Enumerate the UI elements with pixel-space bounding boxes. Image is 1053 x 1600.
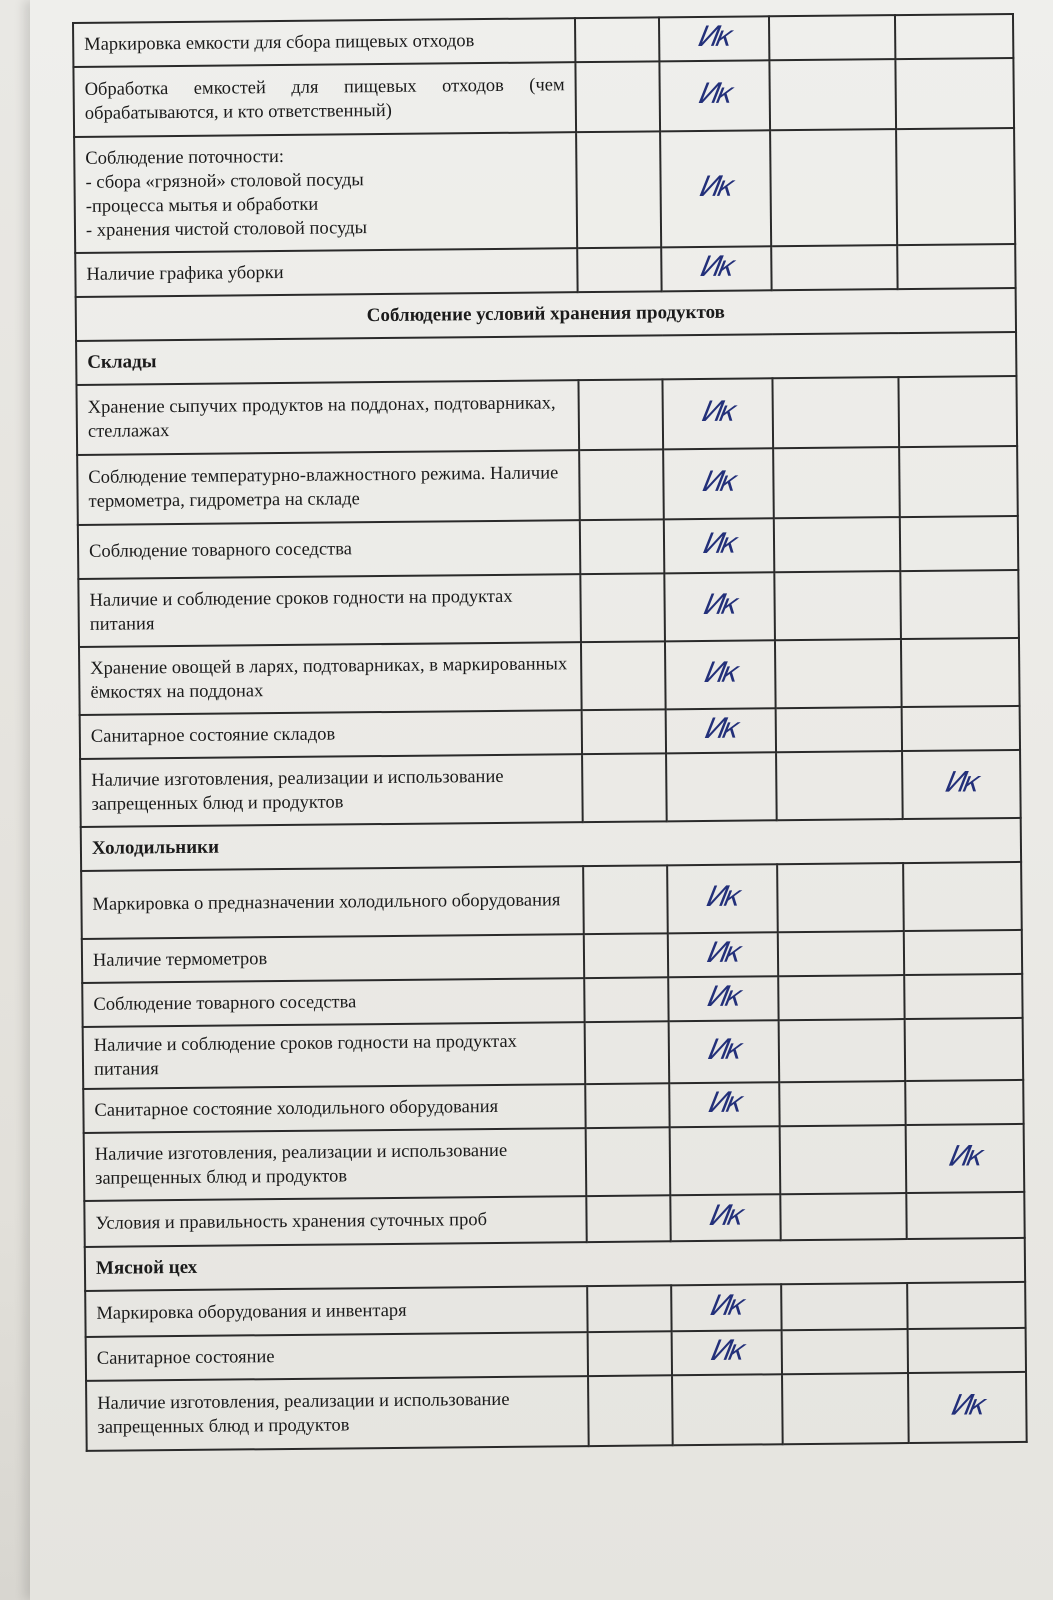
- criterion-cell: [83, 1022, 586, 1089]
- criterion-cell: [77, 450, 580, 525]
- mark-cell-col4: [901, 638, 1020, 707]
- mark-cell-col3: [776, 707, 902, 752]
- criterion-cell: [84, 1196, 586, 1247]
- criterion-text: Соблюдение товарного соседства: [88, 539, 353, 562]
- mark-cell-col3: [775, 639, 902, 708]
- criterion-text: Наличие термометров: [92, 949, 268, 971]
- mark-cell-col1: [584, 933, 668, 978]
- mark-cell-col1: [583, 865, 668, 934]
- mark-cell-col2: [659, 16, 769, 61]
- table-row: [74, 128, 1015, 253]
- criterion-cell: [80, 754, 583, 827]
- mark-cell-col2: [670, 1126, 781, 1195]
- mark-cell-col1: [588, 1331, 672, 1376]
- mark-cell-col1: [582, 753, 667, 822]
- handwritten-checkmark: Ик: [700, 526, 738, 560]
- handwritten-checkmark: Ик: [706, 1085, 743, 1119]
- mark-cell-col1: [578, 379, 663, 450]
- criterion-text: Условия и правильность хранения суточных проб: [95, 1210, 488, 1234]
- handwritten-checkmark: Ик: [702, 711, 740, 745]
- mark-cell-col1: [575, 17, 659, 62]
- mark-cell-col4: [900, 570, 1019, 639]
- criterion-text: Наличие и соблюдение сроков годности на продуктах питания: [93, 1031, 517, 1080]
- criterion-text: Санитарное состояние холодильного оборудования: [94, 1096, 499, 1121]
- mark-cell-col3: [779, 1081, 905, 1126]
- mark-cell-col1: [586, 1127, 671, 1196]
- criterion-text: Санитарное состояние складов: [90, 724, 336, 747]
- mark-cell-col2: [670, 1194, 780, 1241]
- mark-cell-col4: [908, 1328, 1026, 1373]
- mark-cell-col2: [664, 518, 775, 573]
- mark-cell-col1: [579, 449, 664, 520]
- handwritten-checkmark: Ик: [705, 979, 742, 1013]
- table-row: [77, 446, 1018, 525]
- mark-cell-col2: [660, 130, 771, 247]
- criterion-text: Наличие изготовления, реализации и использование запрещенных блюд и продуктов: [94, 1140, 508, 1189]
- criterion-cell: [76, 380, 579, 455]
- mark-cell-col3: [782, 1373, 909, 1444]
- mark-cell-col3: [773, 447, 900, 518]
- criterion-text: Наличие графика уборки: [86, 262, 284, 285]
- criterion-text: Соблюдение температурно-влажностного режима. Наличие термометра, гидрометра на складе: [88, 463, 559, 512]
- criterion-cell: [86, 1376, 589, 1451]
- mark-cell-col4: [900, 516, 1019, 571]
- mark-cell-col4: [897, 244, 1015, 289]
- mark-cell-col2: [668, 976, 778, 1021]
- mark-cell-col2: [666, 708, 776, 753]
- table-row: [78, 570, 1019, 647]
- subsection-title: Мясной цех: [85, 1238, 1025, 1291]
- criterion-text: Наличие изготовления, реализации и использование запрещенных блюд и продуктов: [97, 1389, 510, 1438]
- mark-cell-col3: [779, 1019, 906, 1082]
- criterion-cell: [73, 18, 575, 67]
- criterion-text: - сбора «грязной» столовой посуды: [85, 170, 364, 193]
- criterion-cell: [82, 934, 584, 983]
- handwritten-checkmark: Ик: [700, 464, 737, 498]
- subsection-title: Холодильники: [81, 818, 1021, 871]
- checklist-body: [73, 14, 1027, 1451]
- criterion-cell: [73, 62, 576, 137]
- mark-cell-col3: [770, 129, 897, 246]
- criterion-cell: [83, 1084, 585, 1133]
- criterion-cell: [86, 1332, 588, 1381]
- criterion-text: Наличие и соблюдение сроков годности на продуктах питания: [89, 586, 513, 635]
- mark-cell-col4: [895, 14, 1013, 59]
- mark-cell-col4: [904, 930, 1022, 975]
- criterion-text: Маркировка о предназначении холодильного оборудования: [92, 890, 561, 915]
- mark-cell-col3: [771, 245, 897, 290]
- criterion-cell: [78, 574, 581, 647]
- criterion-cell: [81, 866, 584, 939]
- criterion-cell: [75, 248, 577, 297]
- mark-cell-col3: [769, 59, 896, 130]
- mark-cell-col3: [769, 15, 895, 60]
- mark-cell-col2: [661, 246, 771, 291]
- mark-cell-col1: [582, 709, 666, 754]
- mark-cell-col2: [665, 640, 776, 709]
- criterion-cell: [78, 520, 580, 579]
- mark-cell-col1: [588, 1375, 673, 1446]
- handwritten-checkmark: Ик: [705, 1032, 743, 1066]
- criterion-text: Соблюдение товарного соседства: [93, 992, 357, 1015]
- mark-cell-col1: [585, 1083, 669, 1128]
- mark-cell-col3: [776, 751, 903, 820]
- criterion-text: Маркировка емкости для сбора пищевых отходов: [84, 31, 475, 55]
- criterion-text: Маркировка оборудования и инвентаря: [96, 1300, 407, 1324]
- mark-cell-col1: [587, 1285, 671, 1332]
- criterion-text: Обработка емкостей для пищевых отходов (чем обрабатываются, и кто ответственный): [84, 75, 565, 124]
- handwritten-checkmark: Ик: [699, 394, 737, 428]
- mark-cell-col4: [908, 1372, 1027, 1443]
- checklist-table-wrap: [72, 13, 1026, 1452]
- mark-cell-col3: [780, 1193, 906, 1240]
- mark-cell-col3: [774, 517, 901, 572]
- criterion-cell: [80, 710, 582, 759]
- handwritten-checkmark: Ик: [704, 935, 742, 969]
- mark-cell-col4: [902, 750, 1021, 819]
- criterion-text: -процесса мытья и обработки: [85, 194, 319, 217]
- mark-cell-col4: [905, 1080, 1023, 1125]
- mark-cell-col4: [895, 58, 1014, 129]
- mark-cell-col4: [899, 446, 1018, 517]
- mark-cell-col4: [906, 1192, 1024, 1239]
- handwritten-checkmark: Ик: [946, 1139, 984, 1173]
- handwritten-checkmark: Ик: [702, 655, 739, 689]
- mark-cell-col3: [777, 863, 904, 932]
- handwritten-checkmark: Ик: [695, 19, 733, 54]
- table-row: [76, 376, 1017, 455]
- mark-cell-col1: [577, 247, 661, 292]
- checklist-table: [72, 13, 1028, 1452]
- criterion-cell: [82, 978, 584, 1027]
- mark-cell-col3: [782, 1329, 908, 1374]
- mark-cell-col3: [778, 975, 904, 1020]
- section-title: Соблюдение условий хранения продуктов: [76, 288, 1016, 341]
- mark-cell-col3: [778, 931, 904, 976]
- table-row: [80, 750, 1021, 827]
- mark-cell-col2: [667, 864, 778, 933]
- mark-cell-col1: [580, 519, 665, 574]
- mark-cell-col3: [780, 1125, 907, 1194]
- criterion-cell: [84, 1128, 587, 1201]
- criterion-text: Санитарное состояние: [96, 1347, 275, 1369]
- handwritten-checkmark: Ик: [949, 1388, 986, 1422]
- handwritten-checkmark: Ик: [707, 1198, 744, 1232]
- mark-cell-col1: [581, 641, 666, 710]
- mark-cell-col1: [576, 131, 661, 248]
- mark-cell-col2: [669, 1082, 779, 1127]
- handwritten-checkmark: Ик: [697, 169, 734, 204]
- criterion-text: Хранение овощей в ларях, подтоварниках, в маркированных ёмкостях на поддонах: [90, 654, 568, 703]
- table-row: [73, 58, 1014, 137]
- handwritten-checkmark: Ик: [704, 879, 741, 913]
- table-row: [78, 516, 1018, 579]
- mark-cell-col2: [662, 378, 773, 449]
- mark-cell-col4: [903, 862, 1022, 931]
- mark-cell-col1: [585, 1021, 670, 1084]
- mark-cell-col1: [580, 573, 665, 642]
- handwritten-checkmark: Ик: [943, 765, 980, 799]
- criterion-text: - хранения чистой столовой посуды: [85, 218, 368, 241]
- subsection-title: Склады: [76, 332, 1016, 385]
- mark-cell-col4: [905, 1018, 1024, 1081]
- mark-cell-col2: [664, 572, 775, 641]
- criterion-cell: [85, 1286, 587, 1337]
- mark-cell-col4: [898, 376, 1017, 447]
- mark-cell-col3: [772, 377, 899, 448]
- mark-cell-col2: [672, 1374, 783, 1445]
- criterion-text: Хранение сыпучих продуктов на поддонах, подтоварниках, стеллажах: [87, 393, 556, 442]
- mark-cell-col2: [668, 932, 778, 977]
- mark-cell-col4: [902, 706, 1020, 751]
- table-row: [84, 1124, 1025, 1201]
- mark-cell-col3: [774, 571, 901, 640]
- mark-cell-col2: [666, 752, 777, 821]
- mark-cell-col4: [906, 1124, 1025, 1193]
- table-row: [81, 862, 1022, 939]
- mark-cell-col4: [907, 1282, 1025, 1329]
- handwritten-checkmark: Ик: [696, 76, 734, 111]
- table-row: [79, 638, 1020, 715]
- mark-cell-col3: [781, 1283, 907, 1330]
- criterion-text: Соблюдение поточности:: [85, 146, 285, 169]
- handwritten-checkmark: Ик: [701, 587, 738, 621]
- mark-cell-col2: [671, 1284, 781, 1331]
- mark-cell-col2: [669, 1020, 780, 1083]
- handwritten-checkmark: Ик: [698, 249, 735, 284]
- mark-cell-col1: [575, 61, 660, 132]
- criterion-cell: [79, 642, 582, 715]
- mark-cell-col1: [586, 1195, 670, 1242]
- table-row: [83, 1018, 1024, 1089]
- criterion-cell: [74, 132, 577, 253]
- mark-cell-col2: [659, 60, 770, 131]
- table-row: [86, 1372, 1027, 1451]
- handwritten-checkmark: Ик: [708, 1288, 745, 1322]
- mark-cell-col2: [672, 1330, 782, 1375]
- mark-cell-col4: [896, 128, 1015, 245]
- mark-cell-col1: [584, 977, 668, 1022]
- criterion-text: Наличие изготовления, реализации и использование запрещенных блюд и продуктов: [91, 766, 504, 815]
- handwritten-checkmark: Ик: [708, 1333, 746, 1367]
- paper-sheet: [30, 0, 1053, 1600]
- mark-cell-col2: [663, 448, 774, 519]
- mark-cell-col4: [904, 974, 1022, 1019]
